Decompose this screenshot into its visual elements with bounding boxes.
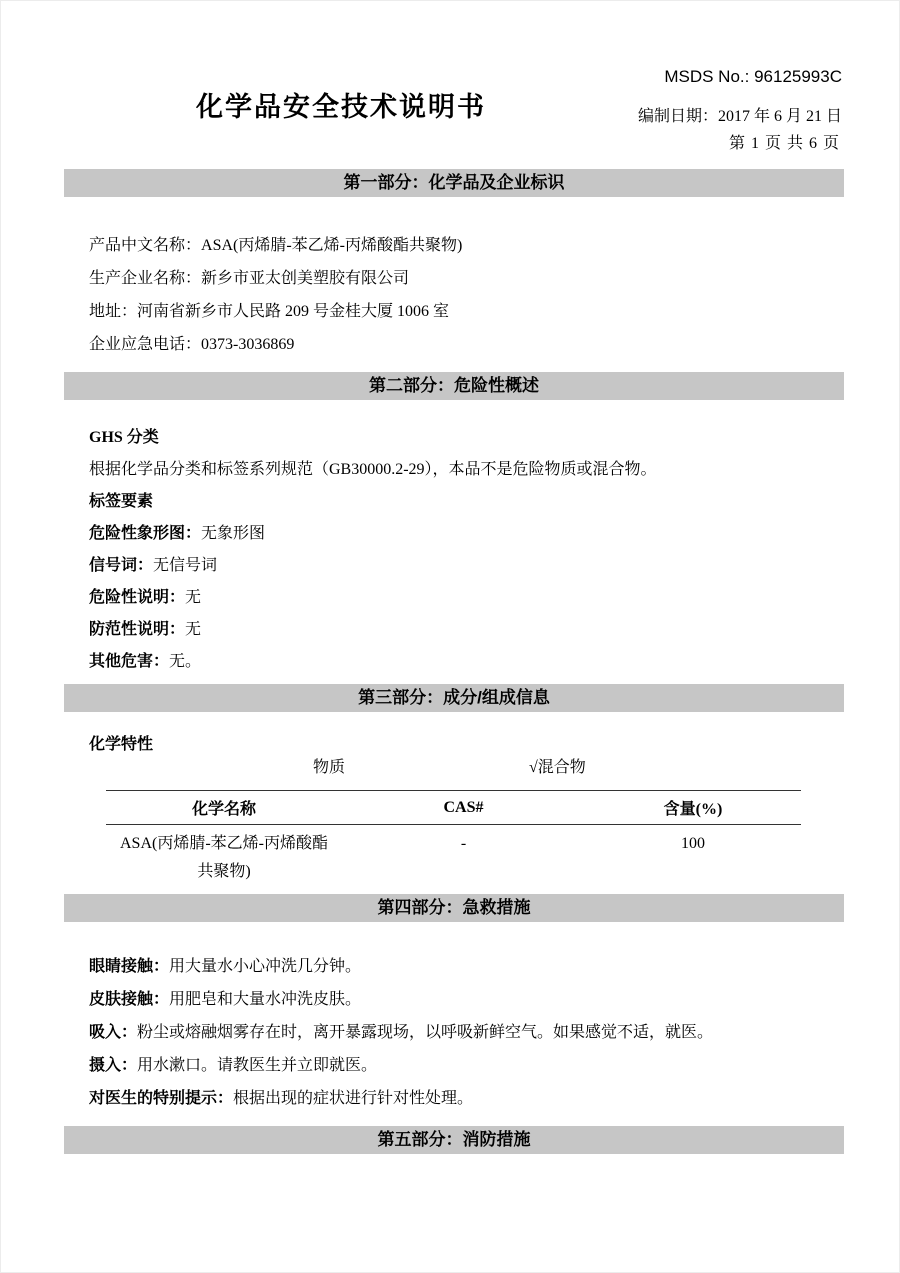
- msds-number: MSDS No.: 96125993C: [664, 67, 842, 86]
- chemical-name-line2: 共聚物): [197, 863, 251, 880]
- manufacturer-row: [89, 262, 841, 295]
- table-header-row: [106, 791, 801, 825]
- section5-heading-bar: 第五部分：消防措施: [64, 1126, 844, 1154]
- chemical-name-line1: ASA(丙烯腈-苯乙烯-丙烯酸酯: [120, 835, 328, 852]
- mixture-option: [529, 754, 586, 777]
- emergency-phone-row: [89, 328, 841, 361]
- precautionary-statement-row: [89, 614, 841, 646]
- field-label: 危险性说明：: [89, 589, 186, 606]
- field-label: 防范性说明：: [89, 621, 186, 638]
- address-row: [89, 295, 841, 328]
- field-label: 信号词：: [89, 557, 154, 574]
- section4-heading-bar: 第四部分：急救措施: [64, 894, 844, 922]
- field-value: 无信号词: [153, 557, 218, 574]
- document-title: 化学品安全技术说明书: [196, 92, 486, 122]
- section1-body: [89, 229, 841, 361]
- hazard-statement-row: [89, 582, 841, 614]
- field-value: 无。: [169, 653, 202, 670]
- table-row: [106, 825, 801, 899]
- field-label: 眼睛接触：: [89, 958, 170, 975]
- other-hazards-row: [89, 646, 841, 678]
- field-value: 用大量水小心冲洗几分钟。: [169, 958, 362, 975]
- page-number-info: 第 1 页 共 6 页: [728, 135, 840, 152]
- cell-chemical-name: [106, 825, 342, 899]
- field-value: 无: [185, 589, 202, 606]
- field-value: 无: [185, 621, 202, 638]
- ingredient-table: [106, 790, 801, 899]
- field-label: 地址：: [89, 303, 138, 320]
- inhalation-row: [89, 1016, 841, 1049]
- field-value: ASA(丙烯腈-苯乙烯-丙烯酸酯共聚物): [201, 237, 463, 254]
- field-value: 河南省新乡市人民路 209 号金桂大厦 1006 室: [137, 303, 450, 320]
- field-value: 用肥皂和大量水冲洗皮肤。: [169, 991, 362, 1008]
- field-label: 对医生的特别提示：: [89, 1090, 234, 1107]
- pictogram-row: [89, 518, 841, 550]
- field-label: 皮肤接触：: [89, 991, 170, 1008]
- mixture-label: 混合物: [537, 759, 586, 776]
- skin-contact-row: [89, 983, 841, 1016]
- field-label: 生产企业名称：: [89, 270, 202, 287]
- cell-content: 100: [585, 825, 801, 899]
- field-value: 根据出现的症状进行针对性处理。: [233, 1090, 474, 1107]
- checkmark-icon: √: [529, 759, 538, 776]
- field-label: 其他危害：: [89, 653, 170, 670]
- section2-body: [89, 422, 841, 678]
- signal-word-row: [89, 550, 841, 582]
- section3-heading-bar: 第三部分：成分/组成信息: [64, 684, 844, 712]
- ingestion-row: [89, 1049, 841, 1082]
- column-header-content: 含量(%): [585, 791, 801, 825]
- chemical-property-title: 化学特性: [89, 736, 154, 753]
- column-header-chemical-name: 化学名称: [106, 791, 342, 825]
- field-value: 新乡市亚太创美塑胶有限公司: [201, 270, 410, 287]
- field-value: 无象形图: [201, 525, 266, 542]
- ghs-classification-text: 根据化学品分类和标签系列规范（GB30000.2-29），本品不是危险物质或混合物。: [89, 461, 657, 478]
- substance-option: 物质: [313, 759, 346, 776]
- field-label: 吸入：: [89, 1024, 138, 1041]
- field-value: 用水漱口。请教医生并立即就医。: [137, 1057, 378, 1074]
- label-elements-title: 标签要素: [89, 493, 154, 510]
- field-label: 危险性象形图：: [89, 525, 202, 542]
- field-label: 产品中文名称：: [89, 237, 202, 254]
- eye-contact-row: [89, 950, 841, 983]
- ghs-classification-title: GHS 分类: [89, 429, 159, 446]
- substance-mixture-row: [1, 754, 900, 778]
- field-label: 企业应急电话：: [89, 336, 202, 353]
- product-name-row: [89, 229, 841, 262]
- cell-cas: -: [342, 825, 585, 899]
- field-label: 摄入：: [89, 1057, 138, 1074]
- compile-date: 编制日期：2017 年 6 月 21 日: [637, 108, 842, 125]
- column-header-cas: CAS#: [342, 791, 585, 825]
- field-value: 0373-3036869: [201, 336, 295, 353]
- field-value: 粉尘或熔融烟雾存在时，离开暴露现场，以呼吸新鲜空气。如果感觉不适，就医。: [137, 1024, 714, 1041]
- note-to-physician-row: [89, 1082, 841, 1115]
- section4-body: [89, 950, 841, 1115]
- section1-heading-bar: 第一部分：化学品及企业标识: [64, 169, 844, 197]
- section2-heading-bar: 第二部分：危险性概述: [64, 372, 844, 400]
